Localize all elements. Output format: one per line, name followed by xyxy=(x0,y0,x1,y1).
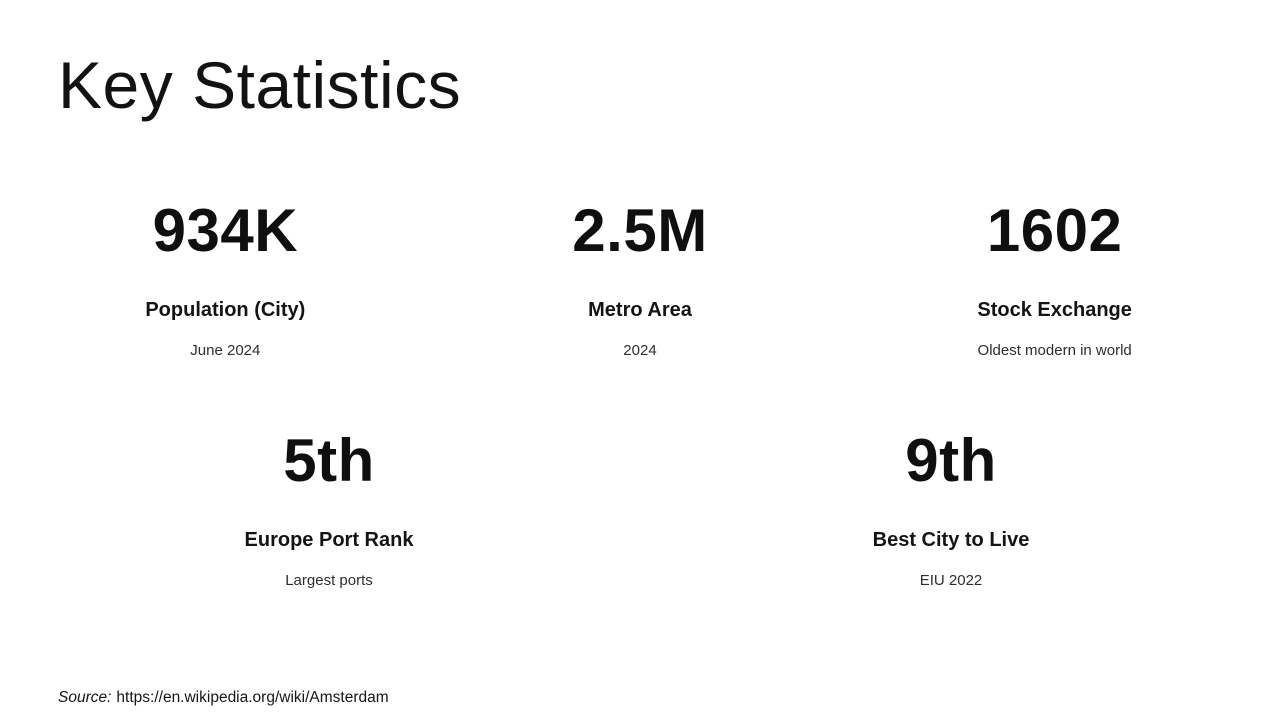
stat-detail: Largest ports xyxy=(285,572,373,589)
stat-detail: EIU 2022 xyxy=(919,572,983,589)
stat-detail: Oldest modern in world xyxy=(977,342,1132,359)
stat-label: Best City to Live xyxy=(872,529,1030,551)
page-title: Key Statistics xyxy=(58,48,462,122)
stat-value: 5th xyxy=(283,427,375,494)
stat-europe-port-rank xyxy=(18,428,640,590)
stat-value: 1602 xyxy=(986,197,1123,264)
stats-row-top xyxy=(18,198,1262,360)
stat-label: Metro Area xyxy=(588,299,692,321)
stat-best-city-to-live xyxy=(640,428,1262,590)
stat-metro-area xyxy=(433,198,848,360)
stat-stock-exchange xyxy=(847,198,1262,360)
stat-label: Stock Exchange xyxy=(977,299,1132,321)
source-url: https://en.wikipedia.org/wiki/Amsterdam xyxy=(116,689,389,706)
source-label: Source: xyxy=(58,689,112,706)
stat-value: 2.5M xyxy=(572,197,708,264)
stat-detail: June 2024 xyxy=(190,342,261,359)
stats-row-bottom xyxy=(18,428,1262,590)
stat-label: Population (City) xyxy=(145,299,306,321)
stat-label: Europe Port Rank xyxy=(244,529,414,551)
stat-detail: 2024 xyxy=(623,342,657,359)
stat-value: 934K xyxy=(152,197,299,264)
stat-value: 9th xyxy=(905,427,997,494)
source-line xyxy=(58,688,389,708)
stat-population-city xyxy=(18,198,433,360)
